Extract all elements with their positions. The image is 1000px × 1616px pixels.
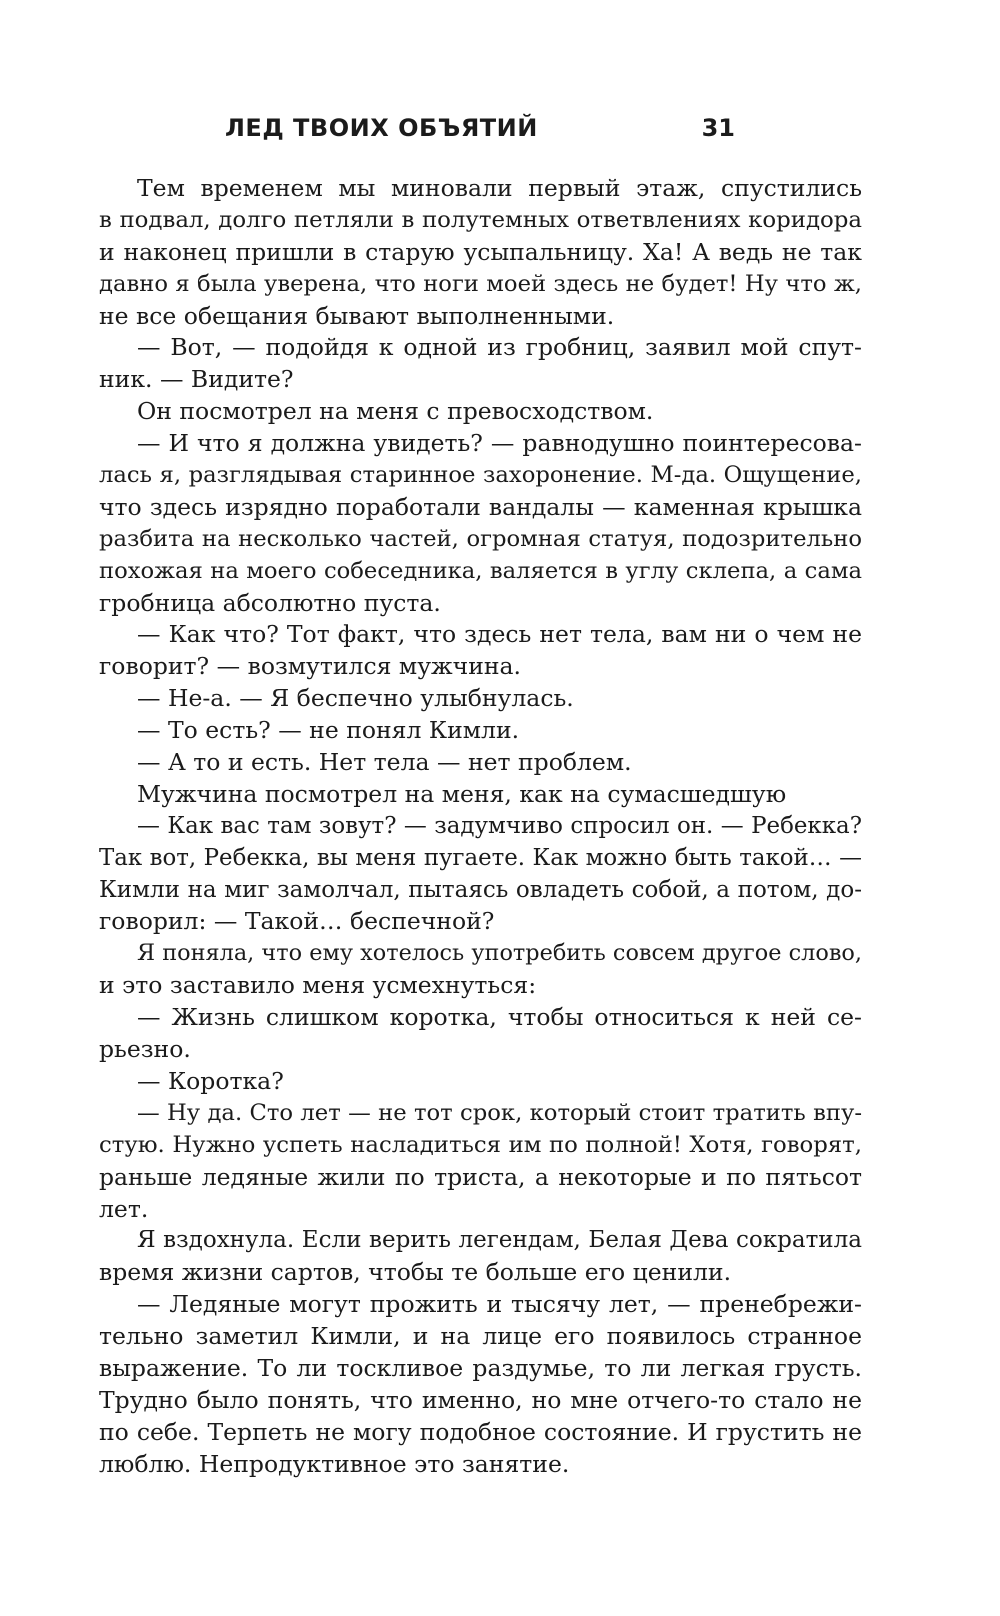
page-number: 31	[701, 114, 735, 142]
text-line: говорил: — Такой… беспечной?	[99, 907, 495, 936]
text-line: по себе. Терпеть не могу подобное состояние. И грустить не	[99, 1417, 862, 1446]
text-line: время жизни сартов, чтобы те больше его ценили.	[99, 1258, 732, 1287]
text-line: похожая на моего собеседника, валяется в углу склепа, а сама	[99, 557, 862, 584]
text-line: и это заставило меня усмехнуться:	[99, 971, 537, 1000]
text-line: ник. — Видите?	[99, 365, 294, 394]
text-line: лась я, разглядывая старинное захоронение. М-да. Ощущение,	[99, 462, 862, 489]
text-line: Он посмотрел на меня с превосходством.	[137, 397, 654, 426]
text-line: — Коротка?	[137, 1066, 284, 1095]
text-line: что здесь изрядно поработали вандалы — каменная крышка	[99, 492, 862, 521]
text-line: — Вот, — подойдя к одной из гробниц, заявил мой спут-	[137, 333, 862, 362]
text-line: Я вздохнула. Если верить легендам, Белая Дева сократила	[137, 1227, 862, 1254]
text-line: — Ну да. Сто лет — не тот срок, который стоит тратить впу-	[137, 1099, 862, 1126]
text-line: люблю. Непродуктивное это занятие.	[99, 1449, 570, 1478]
text-line: давно я была уверена, что ноги моей здесь не будет! Ну что ж,	[99, 270, 862, 297]
text-line: стую. Нужно успеть насладиться им по полной! Хотя, говорят,	[99, 1131, 862, 1158]
text-line: Так вот, Ребекка, вы меня пугаете. Как можно быть такой… —	[99, 844, 862, 871]
text-line: и наконец пришли в старую усыпальницу. Ха! А ведь не так	[99, 237, 862, 266]
text-line: в подвал, долго петляли в полутемных ответвлениях коридора	[99, 206, 862, 233]
text-line: — А то и есть. Нет тела — нет проблем.	[137, 748, 632, 777]
text-line: разбита на несколько частей, огромная статуя, подозрительно	[99, 525, 862, 552]
text-line: Тем временем мы миновали первый этаж, спустились	[137, 174, 862, 202]
text-line: выражение. То ли тоскливое раздумье, то ли легкая грусть.	[99, 1353, 862, 1382]
text-line: говорит? — возмутился мужчина.	[99, 652, 522, 681]
text-line: гробница абсолютно пуста.	[99, 588, 441, 617]
text-line: — То есть? — не понял Кимли.	[137, 716, 520, 745]
text-line: не все обещания бывают выполненными.	[99, 301, 615, 330]
text-line: тельно заметил Кимли, и на лице его появилось странное	[99, 1322, 862, 1351]
text-line: — Ледяные могут прожить и тысячу лет, — пренебрежи-	[137, 1290, 862, 1319]
text-line: Трудно было понять, что именно, но мне отчего-то стало не	[99, 1385, 862, 1414]
text-line: — Жизнь слишком коротка, чтобы относиться к ней се-	[137, 1003, 862, 1032]
text-line: — И что я должна увидеть? — равнодушно поинтересова-	[137, 429, 862, 458]
text-line: раньше ледяные жили по триста, а некоторые и по пятьсот	[99, 1162, 862, 1191]
body-text	[99, 173, 862, 1481]
text-line: Кимли на миг замолчал, пытаясь овладеть собой, а потом, до-	[99, 876, 862, 903]
text-line: Мужчина посмотрел на меня, как на сумасшедшую	[137, 779, 787, 808]
text-line: рьезно.	[99, 1035, 191, 1064]
running-header	[99, 108, 735, 148]
text-line: Я поняла, что ему хотелось употребить совсем другое слово,	[137, 940, 862, 967]
text-line: — Как вас там зовут? — задумчиво спросил он. — Ребекка?	[137, 812, 862, 839]
text-line: лет.	[99, 1194, 149, 1223]
text-line: — Как что? Тот факт, что здесь нет тела, вам ни о чем не	[137, 620, 862, 649]
text-line: — Не-а. — Я беспечно улыбнулась.	[137, 684, 574, 713]
book-title: ЛЕД ТВОИХ ОБЪЯТИЙ	[225, 114, 538, 142]
